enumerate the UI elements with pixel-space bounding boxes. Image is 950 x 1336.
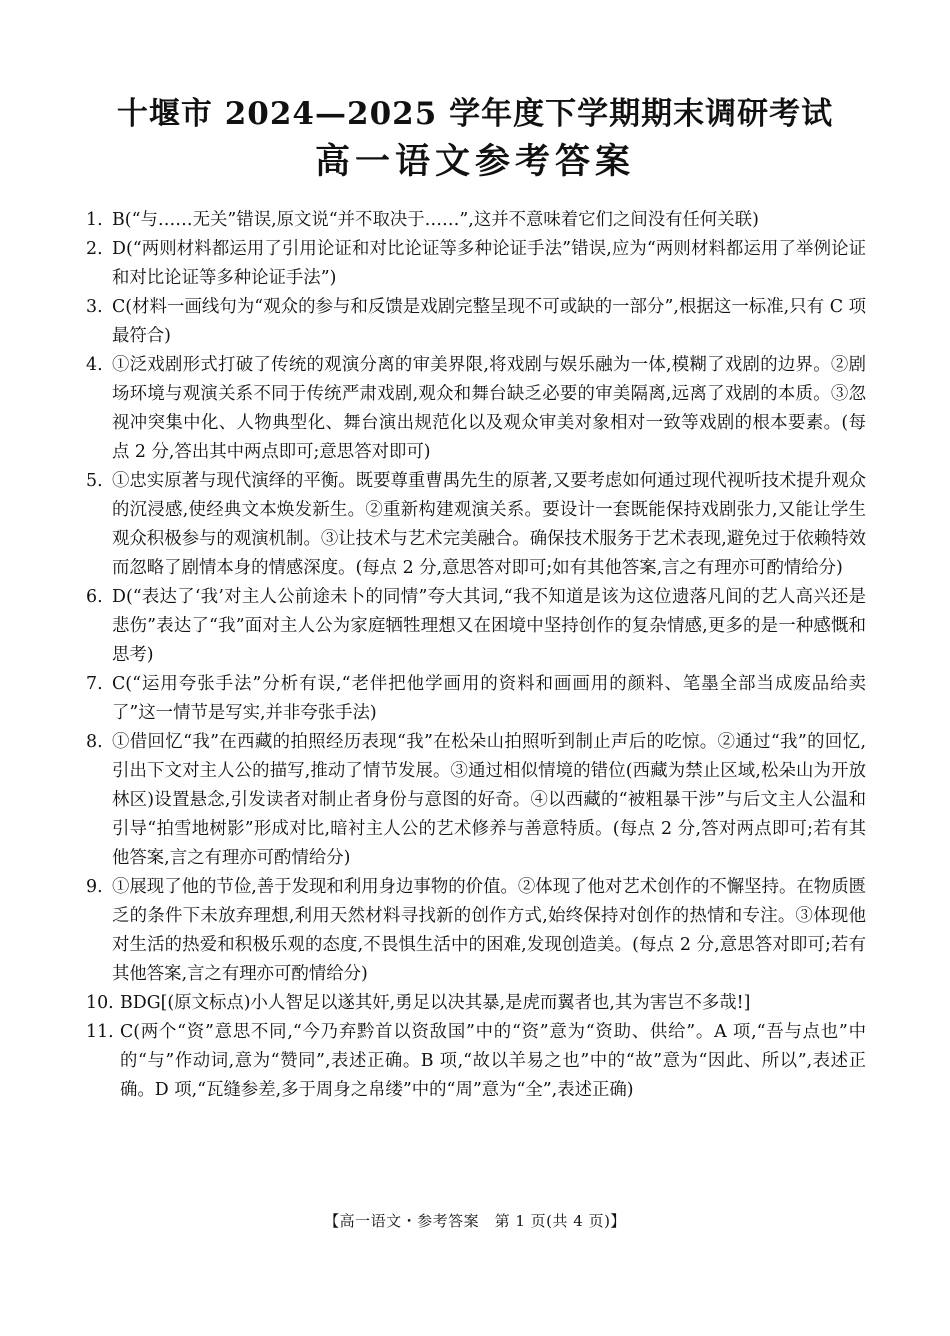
answer-text: D(“两则材料都运用了引用论证和对比论证等多种论证手法”错误,应为“两则材料都运用了举例论证和对比论证等多种论证手法”): [112, 239, 866, 288]
answer-item-10: [86, 989, 866, 1018]
answer-text: C(两个“资”意思不同,“今乃弃黔首以资敌国”中的“资”意为“资助、供给”。A 项,“吾与点也”中的“与”作动词,意为“赞同”,表述正确。B 项,“故以羊易之也”中的“故”意为“因此、所以”,表述正确。D 项,“瓦缝参差,多于周身之帛缕”中的“周”意为“全”,表述正确): [120, 1022, 866, 1100]
exam-title: 十堰市 2024—2025 学年度下学期期末调研考试: [116, 96, 834, 132]
answer-number: 3.: [86, 297, 103, 317]
answer-list: [86, 206, 866, 1105]
answer-item-1: [86, 206, 866, 235]
answer-text: ①忠实原著与现代演绎的平衡。既要尊重曹禺先生的原著,又要考虑如何通过现代视听技术提升观众的沉浸感,使经典文本焕发新生。②重新构建观演关系。要设计一套既能保持戏剧张力,又能让学生观众积极参与的观演机制。③让技术与艺术完美融合。确保技术服务于艺术表现,避免过于依赖特效而忽略了剧情本身的情感深度。(每点 2 分,意思答对即可;如有其他答案,言之有理亦可酌情给分): [112, 471, 866, 578]
answer-text: C(“运用夸张手法”分析有误,“老伴把他学画用的资料和画画用的颜料、笔墨全部当成废品给卖了”这一情节是写实,并非夸张手法): [112, 674, 866, 723]
document-title: 高一语文参考答案: [314, 141, 635, 182]
answer-text: B(“与……无关”错误,原文说“并不取决于……”,这并不意味着它们之间没有任何关联): [112, 210, 759, 230]
answer-number: 10.: [86, 993, 114, 1013]
answer-item-7: [86, 670, 866, 728]
answer-number: 5.: [86, 471, 103, 491]
answer-item-11: [86, 1018, 866, 1105]
answer-text: D(“表达了‘我’对主人公前途未卜的同情”夸大其词,“我不知道是该为这位遗落凡间的艺人高兴还是悲伤”表达了“我”面对主人公为家庭牺牲理想又在困境中坚持创作的复杂情感,更多的是一种感慨和思考): [112, 587, 866, 665]
answer-item-8: [86, 728, 866, 873]
answer-text: ①展现了他的节俭,善于发现和利用身边事物的价值。②体现了他对艺术创作的不懈坚持。在物质匮乏的条件下未放弃理想,利用天然材料寻找新的创作方式,始终保持对创作的热情和专注。③体现他对生活的热爱和积极乐观的态度,不畏惧生活中的困难,发现创造美。(每点 2 分,意思答对即可;若有其他答案,言之有理亦可酌情给分): [112, 877, 866, 984]
page-footer: 【高一语文・参考答案 第 1 页(共 4 页)】: [324, 1212, 626, 1230]
answer-number: 8.: [86, 732, 103, 752]
answer-text: C(材料一画线句为“观众的参与和反馈是戏剧完整呈现不可或缺的一部分”,根据这一标准,只有 C 项最符合): [112, 297, 866, 346]
answer-item-6: [86, 583, 866, 670]
answer-number: 11.: [86, 1022, 114, 1042]
answer-number: 9.: [86, 877, 103, 897]
answer-number: 2.: [86, 239, 103, 259]
answer-text: BDG[(原文标点)小人智足以遂其奸,勇足以决其暴,是虎而翼者也,其为害岂不多哉!]: [120, 993, 751, 1013]
answer-number: 1.: [86, 210, 103, 230]
answer-text: ①借回忆“我”在西藏的拍照经历表现“我”在松朵山拍照听到制止声后的吃惊。②通过“我”的回忆,引出下文对主人公的描写,推动了情节发展。③通过相似情境的错位(西藏为禁止区域,松朵山为开放林区)设置悬念,引发读者对制止者身份与意图的好奇。④以西藏的“被粗暴干涉”与后文主人公温和引导“拍雪地树影”形成对比,暗衬主人公的艺术修养与善意特质。(每点 2 分,答对两点即可;若有其他答案,言之有理亦可酌情给分): [112, 732, 866, 868]
answer-number: 6.: [86, 587, 103, 607]
answer-text: ①泛戏剧形式打破了传统的观演分离的审美界限,将戏剧与娱乐融为一体,模糊了戏剧的边界。②剧场环境与观演关系不同于传统严肃戏剧,观众和舞台缺乏必要的审美隔离,远离了戏剧的本质。③忽视冲突集中化、人物典型化、舞台演出规范化以及观众审美对象相对一致等戏剧的根本要素。(每点 2 分,答出其中两点即可;意思答对即可): [112, 355, 866, 462]
answer-item-3: [86, 293, 866, 351]
answer-item-5: [86, 467, 866, 583]
answer-item-2: [86, 235, 866, 293]
answer-item-9: [86, 873, 866, 989]
answer-number: 4.: [86, 355, 103, 375]
answer-number: 7.: [86, 674, 103, 694]
answer-item-4: [86, 351, 866, 467]
